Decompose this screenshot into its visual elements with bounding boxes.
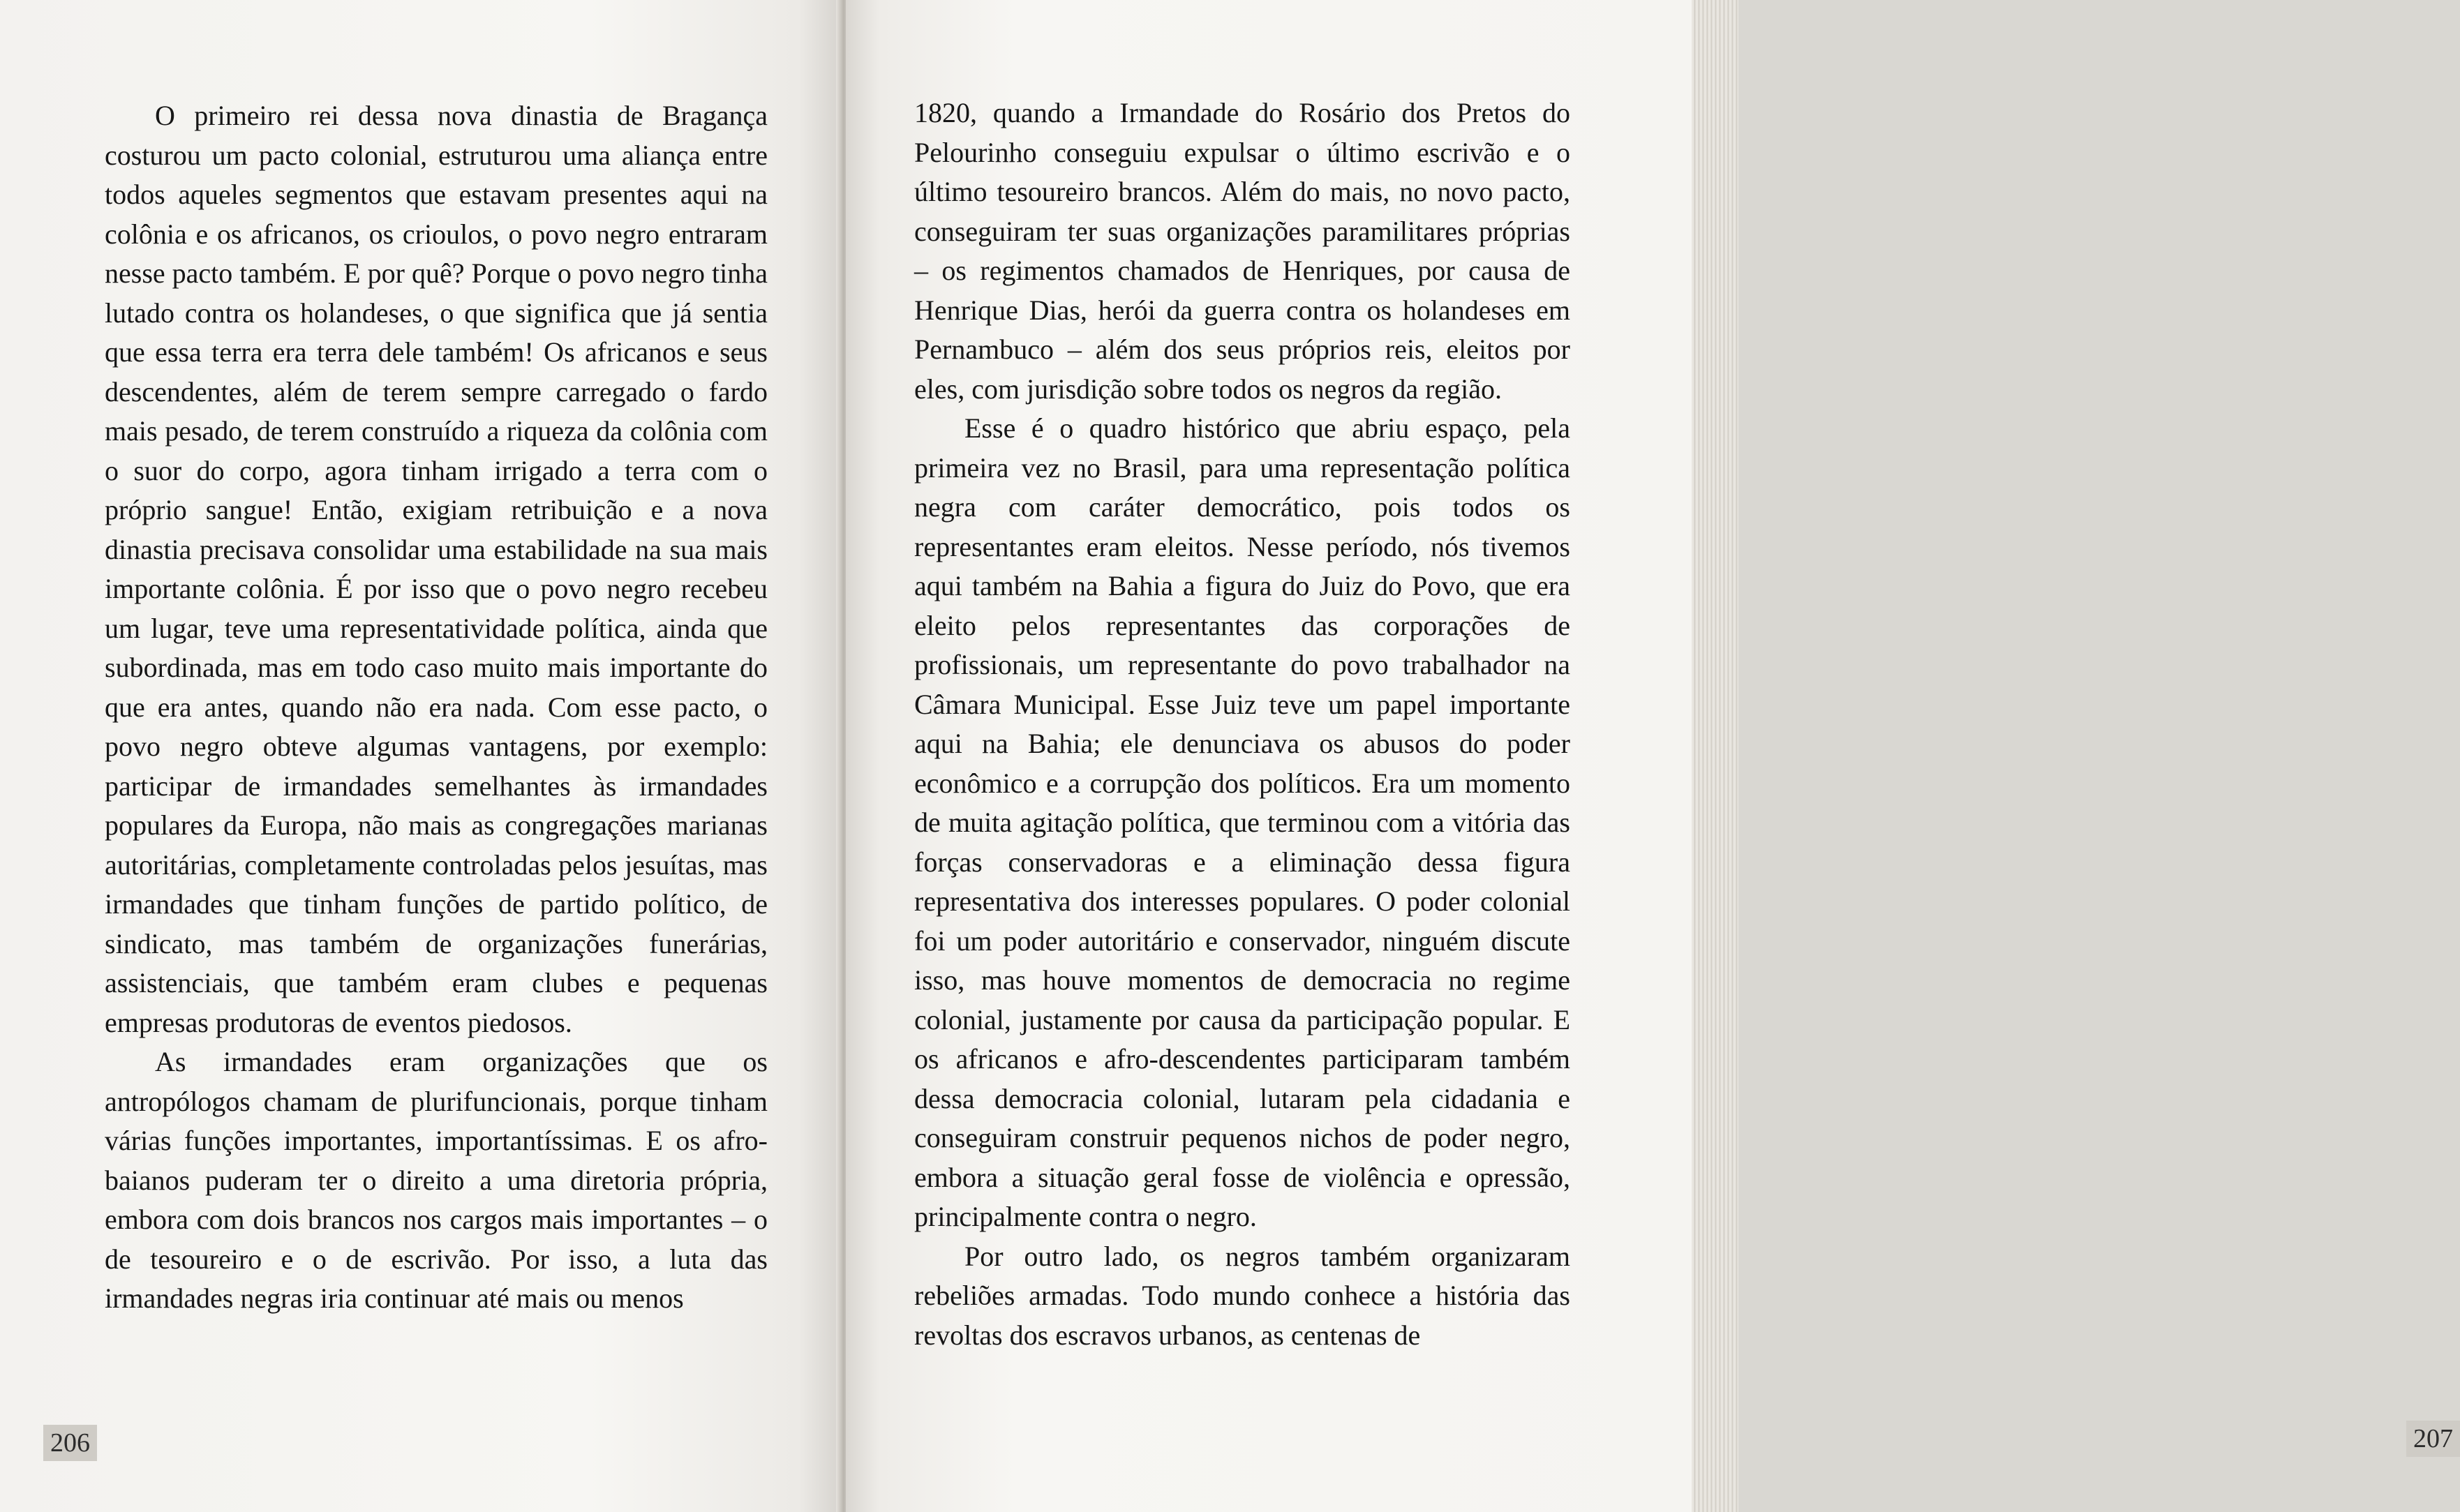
right-page-body <box>914 93 1570 1355</box>
right-paragraph-1: 1820, quando a Irmandade do Rosário dos Pretos do Pelourinho conseguiu expulsar o último escrivão e o último tesoureiro brancos. Além do mais, no novo pacto, conseguiram ter suas organizações paramilitares próprias – os regimentos chamados de Henriques, por causa de Henrique Dias, herói da guerra contra os holandeses em Pernambuco – além dos seus próprios reis, eleitos por eles, com jurisdição sobre todos os negros da região. <box>914 97 1570 405</box>
left-page-body <box>105 96 768 1319</box>
right-paragraph-3: Por outro lado, os negros também organizaram rebeliões armadas. Todo mundo conhece a história das revoltas dos escravos urbanos, as centenas de <box>914 1240 1570 1351</box>
left-paragraph-1: O primeiro rei dessa nova dinastia de Bragança costurou um pacto colonial, estruturou uma aliança entre todos aqueles segmentos que estavam presentes aqui na colônia e os africanos, os crioulos, o povo negro entraram nesse pacto também. E por quê? Porque o povo negro tinha lutado contra os holandeses, o que significa que já sentia que essa terra era terra dele também! Os africanos e seus descendentes, além de terem sempre carregado o fardo mais pesado, de terem construído a riqueza da colônia com o suor do corpo, agora tinham irrigado a terra com o próprio sangue! Então, exigiam retribuição e a nova dinastia precisava consolidar uma estabilidade na sua mais importante colônia. É por isso que o povo negro recebeu um lugar, teve uma representatividade política, ainda que subordinada, mas em todo caso muito mais importante do que era antes, quando não era nada. Com esse pacto, o povo negro obteve algumas vantagens, por exemplo: participar de irmandades semelhantes às irmandades populares da Europa, não mais as congregações marianas autoritárias, completamente controladas pelos jesuítas, mas irmandades que tinham funções de partido político, de sindicato, mas também de organizações funerárias, assistenciais, que também eram clubes e pequenas empresas produtoras de eventos piedosos. <box>105 100 768 1038</box>
right-paragraph-2: Esse é o quadro histórico que abriu espaço, pela primeira vez no Brasil, para uma representação política negra com caráter democrático, pois todos os representantes eram eleitos. Nesse período, nós tivemos aqui também na Bahia a figura do Juiz do Povo, que era eleito pelos representantes das corporações de profissionais, um representante do povo trabalhador na Câmara Municipal. Esse Juiz teve um papel importante aqui na Bahia; ele denunciava os abusos do poder econômico e a corrupção dos políticos. Era um momento de muita agitação política, que terminou com a vitória das forças conservadoras e a eliminação dessa figura representativa dos interesses populares. O poder colonial foi um poder autoritário e conservador, ninguém discute isso, mas houve momentos de democracia no regime colonial, justamente por causa da participação popular. E os africanos e afro-descendentes participaram também dessa democracia colonial, lutaram pela cidadania e conseguiram construir pequenos nichos de poder negro, embora a situação geral fosse de violência e opressão, principalmente contra o negro. <box>914 412 1570 1232</box>
left-page <box>0 0 841 1512</box>
page-edges <box>1692 0 1738 1512</box>
left-page-number: 206 <box>43 1425 97 1461</box>
right-page <box>846 0 2453 1512</box>
left-paragraph-2: As irmandades eram organizações que os antropólogos chamam de plurifuncionais, porque tinham várias funções importantes, importantíssimas. E os afro-baianos puderam ter o direito a uma diretoria própria, embora com dois brancos nos cargos mais importantes – o de tesoureiro e o de escrivão. Por isso, a luta das irmandades negras iria continuar até mais ou menos <box>105 1046 768 1314</box>
right-page-number: 207 <box>2406 1421 2460 1457</box>
